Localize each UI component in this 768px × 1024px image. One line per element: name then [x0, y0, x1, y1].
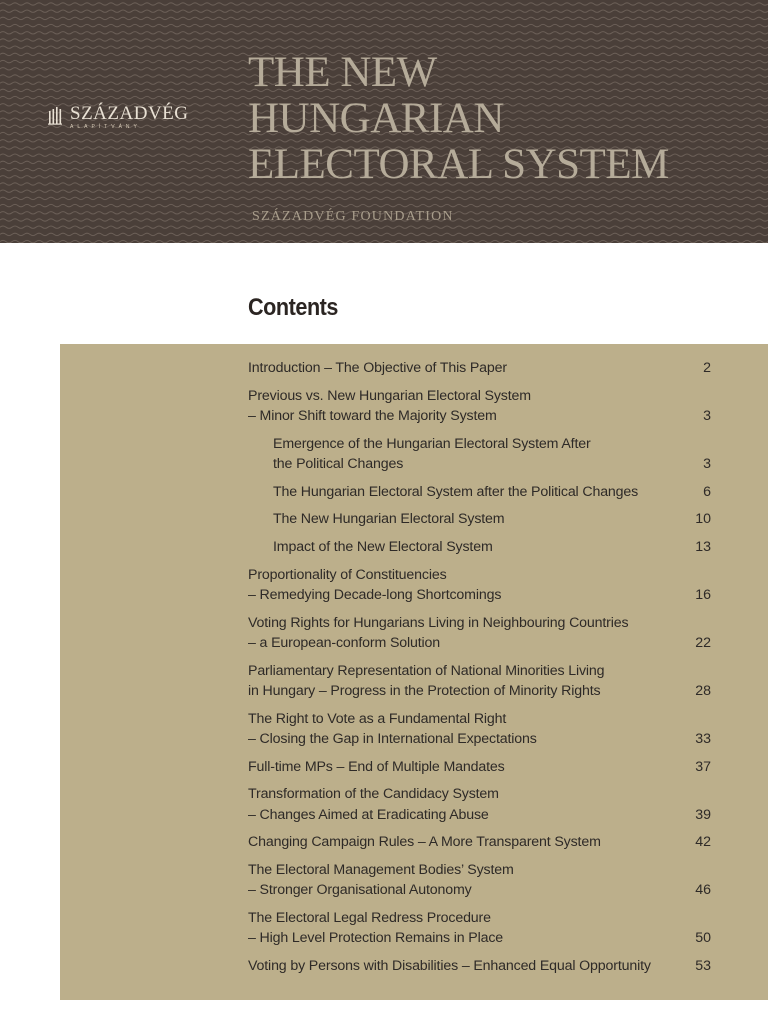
toc-entry-title — [248, 537, 493, 557]
toc-entry-page: 46 — [695, 882, 711, 899]
toc-entry-line: The Hungarian Electoral System after the Political Changes — [273, 483, 639, 500]
toc-entry-page: 6 — [703, 483, 711, 500]
toc-entry-line: – Closing the Gap in International Expectations — [248, 730, 537, 747]
toc-entry-line: – Changes Aimed at Eradicating Abuse — [248, 806, 489, 823]
toc-entry-page: 28 — [695, 682, 711, 699]
toc-entry-line: The Electoral Legal Redress Procedure — [248, 910, 491, 926]
toc-entry-page: 2 — [703, 360, 711, 376]
toc-entry-title — [248, 757, 505, 777]
toc-entry-page: 16 — [695, 587, 711, 604]
logo-text: SZÁZADVÉG — [70, 103, 189, 124]
columns-logo-icon — [48, 107, 64, 125]
toc-entry-line: Parliamentary Representation of National Minorities Living — [248, 662, 605, 679]
toc-entry-page: 37 — [695, 758, 711, 775]
table-of-contents — [248, 358, 711, 984]
wave-line — [0, 197, 768, 199]
toc-entry-page: 13 — [695, 539, 711, 556]
toc-entry-line: The New Hungarian Electoral System — [273, 511, 505, 528]
toc-entry[interactable] — [248, 386, 711, 427]
contents-heading: Contents — [248, 294, 338, 321]
wave-line — [0, 3, 768, 5]
toc-entry-title — [248, 661, 604, 702]
toc-entry-line: – a European-conform Solution — [248, 635, 441, 651]
toc-entry[interactable] — [248, 784, 711, 825]
toc-entry-line: Voting Rights for Hungarians Living in Neighbouring Countries — [248, 614, 629, 631]
toc-entry-line: Transformation of the Candidacy System — [248, 786, 499, 803]
toc-entry-title — [248, 482, 638, 502]
toc-entry-page: 22 — [695, 635, 711, 651]
toc-entry-line: Full-time MPs – End of Multiple Mandates — [248, 758, 505, 775]
toc-entry[interactable] — [248, 434, 711, 475]
toc-entry[interactable] — [248, 509, 711, 529]
wave-line — [0, 226, 768, 228]
toc-entry-title — [248, 358, 507, 378]
toc-entry-page: 3 — [703, 455, 711, 472]
cover-banner — [0, 0, 768, 243]
toc-entry-page: 42 — [695, 834, 711, 851]
toc-entry-title — [248, 956, 651, 976]
toc-entry[interactable] — [248, 482, 711, 502]
wave-line — [0, 204, 768, 206]
toc-entry-page: 3 — [703, 407, 711, 424]
toc-entry-title — [248, 565, 501, 606]
toc-entry-line: The Electoral Management Bodies’ System — [248, 862, 514, 879]
title-line: HUNGARIAN — [248, 95, 504, 142]
document-title — [248, 50, 669, 188]
toc-entry-line: in Hungary – Progress in the Protection of Minority Rights — [248, 682, 601, 699]
toc-entry[interactable] — [248, 661, 711, 702]
toc-entry-line: Impact of the New Electoral System — [273, 539, 493, 556]
title-line: ELECTORAL SYSTEM — [248, 141, 669, 188]
toc-entry-line: the Political Changes — [273, 455, 404, 472]
toc-entry-line: Proportionality of Constituencies — [248, 566, 447, 583]
toc-entry-line: – High Level Protection Remains in Place — [248, 930, 504, 947]
wave-line — [0, 10, 768, 12]
toc-entry-line: The Right to Vote as a Fundamental Right — [248, 710, 507, 727]
toc-entry-page: 33 — [695, 730, 711, 747]
toc-entry[interactable] — [248, 613, 711, 654]
toc-entry-page: 53 — [695, 957, 711, 974]
wave-line — [0, 24, 768, 26]
toc-entry[interactable] — [248, 757, 711, 777]
toc-entry-line: Previous vs. New Hungarian Electoral System — [248, 387, 531, 404]
toc-entry[interactable] — [248, 832, 711, 852]
toc-entry-title — [248, 509, 504, 529]
toc-entry[interactable] — [248, 537, 711, 557]
toc-entry-line: Emergence of the Hungarian Electoral System After — [273, 435, 591, 452]
wave-line — [0, 190, 768, 192]
toc-entry-title — [248, 832, 601, 852]
document-subtitle: SZÁZADVÉG FOUNDATION — [252, 209, 454, 224]
title-line: THE NEW — [248, 49, 437, 96]
toc-entry-page: 50 — [695, 930, 711, 947]
wave-line — [0, 233, 768, 235]
toc-entry-line: – Stronger Organisational Autonomy — [248, 882, 472, 899]
toc-entry-title — [248, 386, 531, 427]
toc-entry[interactable] — [248, 358, 711, 378]
wave-line — [0, 32, 768, 34]
wave-line — [0, 39, 768, 41]
logo — [48, 104, 189, 134]
toc-entry-line: Introduction – The Objective of This Paper — [248, 360, 507, 376]
wave-line — [0, 240, 768, 242]
toc-entry[interactable] — [248, 956, 711, 976]
toc-entry-title — [248, 709, 537, 750]
toc-entry[interactable] — [248, 565, 711, 606]
toc-entry[interactable] — [248, 908, 711, 949]
toc-entry-title — [248, 613, 628, 654]
toc-entry-title — [248, 860, 514, 901]
toc-entry-line: Changing Campaign Rules – A More Transparent System — [248, 834, 601, 851]
wave-line — [0, 17, 768, 19]
toc-entry[interactable] — [248, 709, 711, 750]
toc-entry-title — [248, 908, 503, 949]
toc-entry[interactable] — [248, 860, 711, 901]
toc-entry-line: – Minor Shift toward the Majority System — [248, 407, 497, 424]
toc-entry-line: Voting by Persons with Disabilities – Enhanced Equal Opportunity — [248, 957, 651, 974]
toc-entry-title — [248, 434, 591, 475]
toc-entry-title — [248, 784, 499, 825]
toc-entry-page: 10 — [695, 511, 711, 528]
toc-entry-page: 39 — [695, 806, 711, 823]
toc-entry-line: – Remedying Decade-long Shortcomings — [248, 587, 502, 604]
logo-subtitle: ALAPÍTVÁNY — [70, 124, 141, 130]
